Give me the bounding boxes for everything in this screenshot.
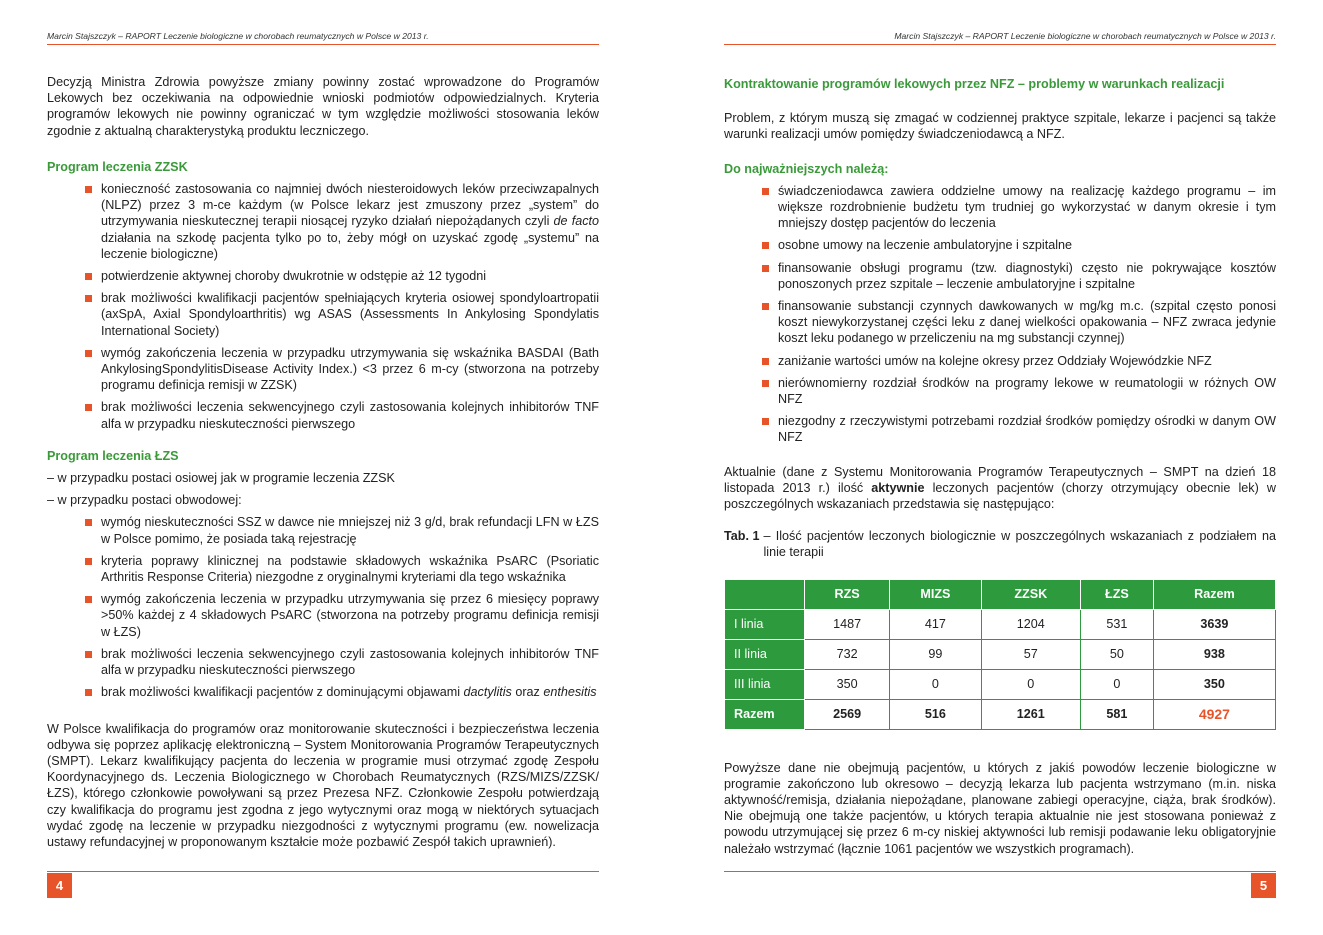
section-heading: Kontraktowanie programów lekowych przez NFZ – problemy w warunkach realizacji [724,77,1225,91]
bullet-icon [85,558,92,565]
table-header-cell: RZS [805,579,890,609]
table-total-row [725,699,1276,729]
footer-rule [47,871,599,872]
table-cell: 2569 [805,699,890,729]
table-cell: 99 [890,639,981,669]
list-item: wymóg zakończenia leczenia w przypadku utrzymywania się przez 6 miesięcy poprawy >50% każdej z 4 składowych PsARC (stworzona na potrzeby programu definicja remisji w ŁZS) [101,591,599,640]
bullet-icon [85,519,92,526]
page-number: 5 [1251,873,1276,898]
table-header-cell: Razem [1153,579,1275,609]
table-cell: 350 [805,669,890,699]
bullet-icon [762,188,769,195]
data-paragraph: Aktualnie (dane z Systemu Monitorowania Programów Terapeutycznych – SMPT na dzień 18 listopada 2013 r.) ilość aktywnie leczonych pacjentów (chorzy otrzymujący obecnie lek) w poszczególnych wskazaniach przedstawia się następująco: [724,464,1276,512]
table-cell-total: 938 [1153,639,1275,669]
left-content [47,74,599,850]
table-cell: 0 [1081,669,1154,699]
bullet-icon [762,358,769,365]
header-rule [724,44,1276,45]
list-item: wymóg zakończenia leczenia w przypadku utrzymywania się wskaźnika BASDAI (Bath AnkylosingSpondylitisDisease Activity Index.) <3 przez 6 m-cy (stworzona na potrzeby programu definicja remisji w ZZSK) [101,345,599,394]
page-number: 4 [47,873,72,898]
bullet-icon [762,242,769,249]
list-item: niezgodny z rzeczywistymi potrzebami rozdział środków pomiędzy ośrodki w danym OW NFZ [778,413,1276,445]
bullet-icon [85,350,92,357]
list-item: finansowanie substancji czynnych dawkowanych w mg/kg m.c. (szpital często ponosi koszt niewykorzystanej części leku z danej wielkości opakowania – NFZ zwraca jedynie koszt leku podanego w przeliczeniu na mg substancji czynnej) [778,298,1276,347]
intro-paragraph: Problem, z którym muszą się zmagać w codziennej praktyce szpitale, lekarze i pacjenci są także warunki realizacji umów pomiędzy świadczeniodawcą a NFZ. [724,111,1276,142]
table-corner-cell [725,579,805,609]
table-row-header: I linia [725,609,805,639]
table-cell-total: 3639 [1153,609,1275,639]
running-header: Marcin Stajszczyk – RAPORT Leczenie biologiczne w chorobach reumatycznych w Polsce w 2013 r. [47,31,429,41]
table-cell: 581 [1081,699,1154,729]
table-caption-label: Tab. 1 [724,529,760,544]
bullet-icon [85,596,92,603]
table-cell: 1204 [981,609,1081,639]
table-row [725,669,1276,699]
table-row-header: II linia [725,639,805,669]
lzs-list [47,514,599,700]
bullet-icon [85,295,92,302]
table-cell: 0 [981,669,1081,699]
table-header-cell: ZZSK [981,579,1081,609]
list-item: osobne umowy na leczenie ambulatoryjne i szpitalne [778,237,1276,253]
bullet-icon [762,265,769,272]
running-header: Marcin Stajszczyk – RAPORT Leczenie biologiczne w chorobach reumatycznych w Polsce w 2013 r. [894,31,1276,41]
list-item: brak możliwości kwalifikacji pacjentów spełniających kryteria osiowej spondyloartropatii (axSpA, Axial Spondyloarthritis) wg ASAS (Assessments In Ankylosing Spondylatis International Society) [101,290,599,339]
bullet-icon [85,273,92,280]
table-caption-text: – Ilość pacjentów leczonych biologicznie w poszczególnych wskazaniach z podziałem na linie terapii [763,529,1276,560]
footer-rule [724,871,1276,872]
lzs-heading: Program leczenia ŁZS [47,448,179,463]
list-item: nierównomierny rozdział środków na programy lekowe w reumatologii w różnych OW NFZ [778,375,1276,407]
lzs-line-peripheral: – w przypadku postaci obwodowej: [47,493,242,508]
bullet-icon [762,303,769,310]
bullet-icon [85,186,92,193]
problems-list [724,183,1276,446]
list-item: konieczność zastosowania co najmniej dwóch niesteroidowych leków przeciwzapalnych (NLPZ) przez 3 m-ce każdym (w Polsce lekarz jest zmuszony przez „system” do utrzymywania nieskutecznej terapii niosącej ryzyko działań niepożądanych czyli de facto działania na szkodę pacjenta tylko po to, żeby mógł on uzyskać zgodę „systemu” na leczenie biologiczne) [101,181,599,262]
closing-paragraph: Powyższe dane nie obejmują pacjentów, u których z jakiś powodów leczenie biologiczne w programie zakończono lub okresowo – decyzją lekarza lub pacjenta wstrzymano (m.in. niska aktywność/remisja, działania niepożądane, planowane zabiegi operacyjne, ciąża, brak środków). Nie obejmują one także pacjentów, u których terapia aktualnie nie jest stosowana ponieważ z powodu utrzymującej się przez 6 m-cy niskiej aktywności lub remisji podawanie leku obligatoryjnie należało wstrzymać (łącznie 1061 pacjentów we wszystkich programach). [724,760,1276,856]
table-cell: 1487 [805,609,890,639]
list-item: brak możliwości leczenia sekwencyjnego czyli zastosowania kolejnych inhibitorów TNF alfa w przypadku nieskuteczności pierwszego [101,646,599,678]
table-row [725,639,1276,669]
sub-heading: Do najważniejszych należą: [724,161,889,176]
list-item: kryteria poprawy klinicznej na podstawie składowych wskaźnika PsARC (Psoriatic Arthritis Response Criteria) niezgodne z oryginalnymi kryteriami dla tego wskaźnika [101,553,599,585]
lzs-line-axial: – w przypadku postaci osiowej jak w programie leczenia ZZSK [47,471,395,486]
table-cell: 531 [1081,609,1154,639]
table-row-header: III linia [725,669,805,699]
table-cell-total: 350 [1153,669,1275,699]
bullet-icon [85,651,92,658]
table-caption [724,528,1276,560]
patients-table [724,579,1276,730]
bullet-icon [85,689,92,696]
table-cell: 516 [890,699,981,729]
list-item: finansowanie obsługi programu (tzw. diagnostyki) często nie pokrywające kosztów ponoszonych przez szpitale – leczenie ambulatoryjne i szpitalne [778,260,1276,292]
right-page [724,0,1276,935]
bullet-icon [762,418,769,425]
table-row [725,609,1276,639]
bullet-icon [762,380,769,387]
table-cell: 0 [890,669,981,699]
list-item: zaniżanie wartości umów na kolejne okresy przez Oddziały Wojewódzkie NFZ [778,353,1276,369]
list-item: wymóg nieskuteczności SSZ w dawce nie mniejszej niż 3 g/d, brak refundacji LFN w ŁZS w Polsce pomimo, że posiada taką rejestrację [101,514,599,546]
header-rule [47,44,599,45]
table-header-cell: ŁZS [1081,579,1154,609]
table-cell: 417 [890,609,981,639]
intro-paragraph: Decyzją Ministra Zdrowia powyższe zmiany powinny zostać wprowadzone do Programów Lekowych bez oczekiwania na odpowiednie wnioski podmiotów odpowiedzialnych. Kryteria programów lekowych nie powinny ograniczać w tym względzie możliwości stosowania leków zgodnie z aktualną charakterystyką produktu leczniczego. [47,75,599,138]
left-page [47,0,599,935]
bullet-icon [85,404,92,411]
grand-total-cell: 4927 [1153,699,1275,729]
zzsk-list [47,181,599,432]
table-row-header: Razem [725,699,805,729]
closing-paragraph: W Polsce kwalifikacja do programów oraz monitorowanie skuteczności i bezpieczeństwa leczenia odbywa się poprzez aplikację elektroniczną – System Monitorowania Programów Terapeutycznych (SMPT). Lekarz kwalifikujący pacjenta do leczenia w programie musi otrzymać zgodę Zespołu Koordynacyjnego ds. Leczenia Biologicznego w Chorobach Reumatycznych (RZS/MIZS/ZZSK/ŁZS), którego członkowie powoływani są przez Prezesa NFZ. Członkowie Zespołu potwierdzają czy kwalifikacja do programu jest zgodna z jego wytycznymi oraz mogą w niektórych sytuacjach wydać zgodę na leczenie w przypadku niezgodności z wytycznymi programu (ew. nowelizacja ustawy refundacyjnej w proponowanym kształcie może pozbawić Zespół takich uprawnień). [47,721,599,849]
list-item: potwierdzenie aktywnej choroby dwukrotnie w odstępie aż 12 tygodni [101,268,599,284]
table-header-cell: MIZS [890,579,981,609]
right-content [724,74,1276,857]
table-cell: 50 [1081,639,1154,669]
list-item: brak możliwości leczenia sekwencyjnego czyli zastosowania kolejnych inhibitorów TNF alfa w przypadku nieskuteczności pierwszego [101,399,599,431]
table-cell: 1261 [981,699,1081,729]
zzsk-heading: Program leczenia ZZSK [47,159,188,174]
list-item: brak możliwości kwalifikacji pacjentów z dominującymi objawami dactylitis oraz enthesitis [101,684,599,700]
list-item: świadczeniodawca zawiera oddzielne umowy na realizację każdego programu – im większe rozdrobnienie budżetu tym trudniej go wykorzystać w danym okresie i tym mniejszy dostęp pacjentów do leczenia [778,183,1276,232]
table-cell: 57 [981,639,1081,669]
table-cell: 732 [805,639,890,669]
table-header-row [725,579,1276,609]
